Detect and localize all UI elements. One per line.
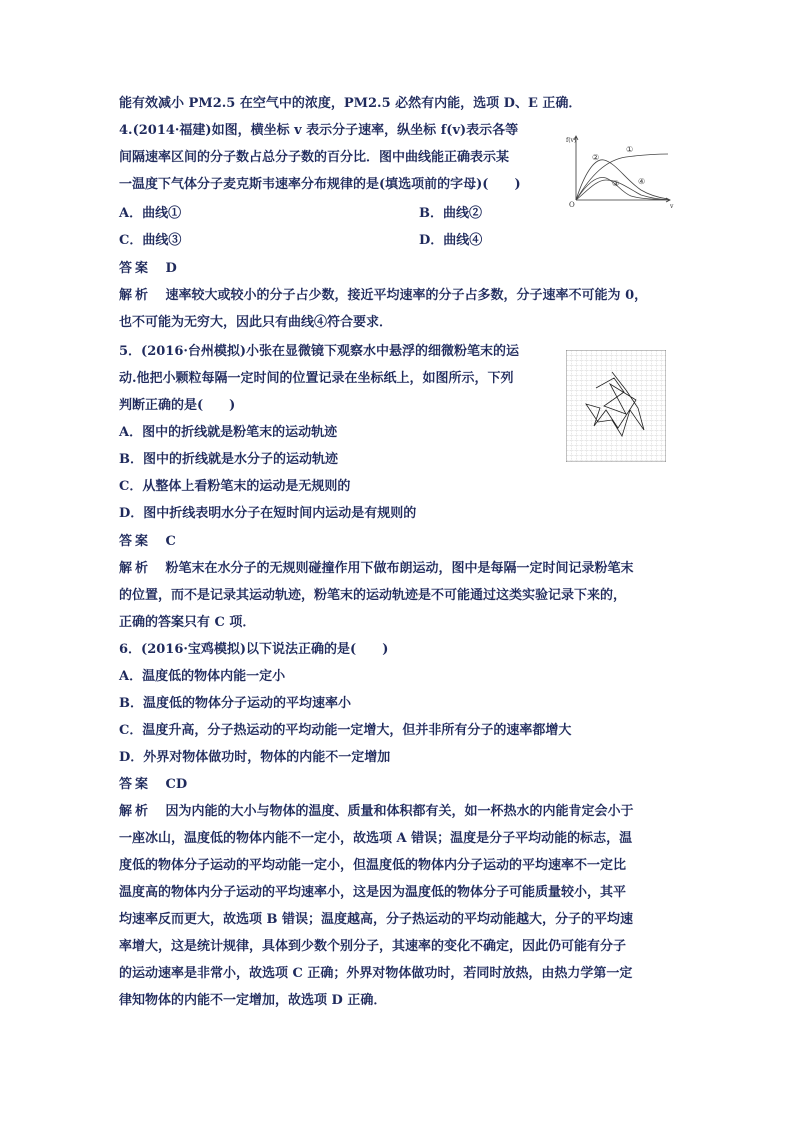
q4-answer-label: 答案: [119, 261, 152, 276]
q6-analysis-line-4: 温度高的物体内分子运动的平均速率小，这是因为温度低的物体分子可能质量较小，其平: [119, 885, 627, 900]
origin-label: O: [569, 201, 575, 209]
q6-analysis-line-5: 均速率反而更大，故选项 B 错误；温度越高，分子热运动的平均动能越大，分子的平均速: [119, 912, 634, 927]
x-axis-label: v: [670, 203, 674, 210]
q4-stem-line-3: 一温度下气体分子麦克斯韦速率分布规律的是(填选项前的字母)( ): [119, 177, 521, 192]
curve-label-3: ③: [612, 179, 620, 188]
q6-option-a: A．温度低的物体内能一定小: [119, 669, 286, 684]
q6-answer-label: 答案: [119, 777, 152, 792]
q5-option-b: B．图中的折线就是水分子的运动轨迹: [119, 452, 338, 467]
q4-distribution-figure: [566, 130, 678, 210]
curve-label-2: ②: [592, 153, 600, 162]
curve-label-1: ①: [626, 145, 634, 154]
q6-answer-row: [119, 776, 187, 794]
q6-option-d: D．外界对物体做功时，物体的内能不一定增加: [119, 750, 391, 765]
q5-analysis-line-2: 的位置，而不是记录其运动轨迹，粉笔末的运动轨迹是不可能通过这类实验记录下来的，: [119, 588, 627, 603]
q6-option-b: B．温度低的物体分子运动的平均速率小: [119, 696, 351, 711]
q5-analysis-text-1: 粉笔末在水分子的无规则碰撞作用下做布朗运动，图中是每隔一定时间记录粉笔末: [165, 561, 634, 576]
q6-option-c: C．温度升高，分子热运动的平均动能一定增大，但并非所有分子的速率都增大: [119, 723, 572, 738]
q5-analysis-line-3: 正确的答案只有 C 项．: [119, 615, 256, 630]
q6-analysis-line-1: [119, 803, 634, 821]
q4-option-a: A．曲线①: [119, 206, 182, 221]
q6-analysis-line-8: 律知物体的内能不一定增加，故选项 D 正确．: [119, 993, 387, 1008]
q5-answer-row: [119, 533, 176, 551]
grid-paper: [566, 350, 666, 462]
q4-answer-value: D: [165, 261, 177, 276]
q6-stem-line-1: 6．(2016·宝鸡模拟)以下说法正确的是( ): [119, 642, 389, 657]
q6-analysis-line-6: 率增大，这是统计规律，具体到少数个别分子，其速率的变化不确定，因此仍可能有分子: [119, 939, 627, 954]
q4-option-b: B．曲线②: [419, 206, 482, 221]
q4-answer-row: [119, 260, 177, 278]
q5-option-d: D．图中折线表明水分子在短时间内运动是有规则的: [119, 506, 417, 521]
q4-analysis-label: 解析: [119, 288, 152, 303]
q4-stem-line-2: 间隔速率区间的分子数占总分子数的百分比．图中曲线能正确表示某: [119, 150, 510, 165]
q4-analysis-line-1: [119, 287, 647, 305]
q5-analysis-label: 解析: [119, 561, 152, 576]
q5-option-a: A．图中的折线就是粉笔末的运动轨迹: [119, 425, 338, 440]
q5-answer-label: 答案: [119, 534, 152, 549]
q6-answer-value: CD: [165, 777, 188, 792]
q4-analysis-text-1: 速率较大或较小的分子占少数，接近平均速率的分子占多数，分子速率不可能为 0，: [165, 288, 648, 303]
q5-analysis-line-1: [119, 560, 634, 578]
q4-option-c: C．曲线③: [119, 233, 182, 248]
q5-option-c: C．从整体上看粉笔末的运动是无规则的: [119, 479, 351, 494]
q4-stem-line-1: 4.(2014·福建)如图，横坐标 v 表示分子速率，纵坐标 f(v)表示各等: [119, 123, 519, 138]
q5-stem-line-2: 动.他把小颗粒每隔一定时间的位置记录在坐标纸上，如图所示，下列: [119, 371, 514, 386]
q6-analysis-label: 解析: [119, 804, 152, 819]
curve-1: [576, 154, 668, 200]
q5-answer-value: C: [165, 534, 176, 549]
q6-analysis-line-2: 一座冰山，温度低的物体内能不一定小，故选项 A 错误；温度是分子平均动能的标志，温: [119, 831, 633, 846]
curve-label-4: ④: [638, 177, 646, 186]
q4-option-d: D．曲线④: [419, 233, 483, 248]
q6-analysis-line-7: 的运动速率是非常小，故选项 C 正确；外界对物体做功时，若同时放热，由热力学第一定: [119, 966, 633, 981]
q6-analysis-line-3: 度低的物体分子运动的平均动能一定小，但温度低的物体内分子运动的平均速率不一定比: [119, 858, 627, 873]
q5-stem-line-1: 5．(2016·台州模拟)小张在显微镜下观察水中悬浮的细微粉笔末的运: [119, 344, 520, 359]
q4-analysis-line-2: 也不可能为无穷大，因此只有曲线④符合要求．: [119, 315, 393, 330]
q5-stem-line-3: 判断正确的是( ): [119, 398, 236, 413]
q6-analysis-text-1: 因为内能的大小与物体的温度、质量和体积都有关，如一杯热水的内能肯定会小于: [165, 804, 634, 819]
curve-3: [576, 177, 668, 200]
q5-grid-figure: [566, 350, 666, 462]
intro-line: 能有效减小 PM2.5 在空气中的浓度，PM2.5 必然有内能，选项 D、E 正确．: [119, 96, 582, 111]
y-axis-label: f(v): [566, 137, 577, 144]
